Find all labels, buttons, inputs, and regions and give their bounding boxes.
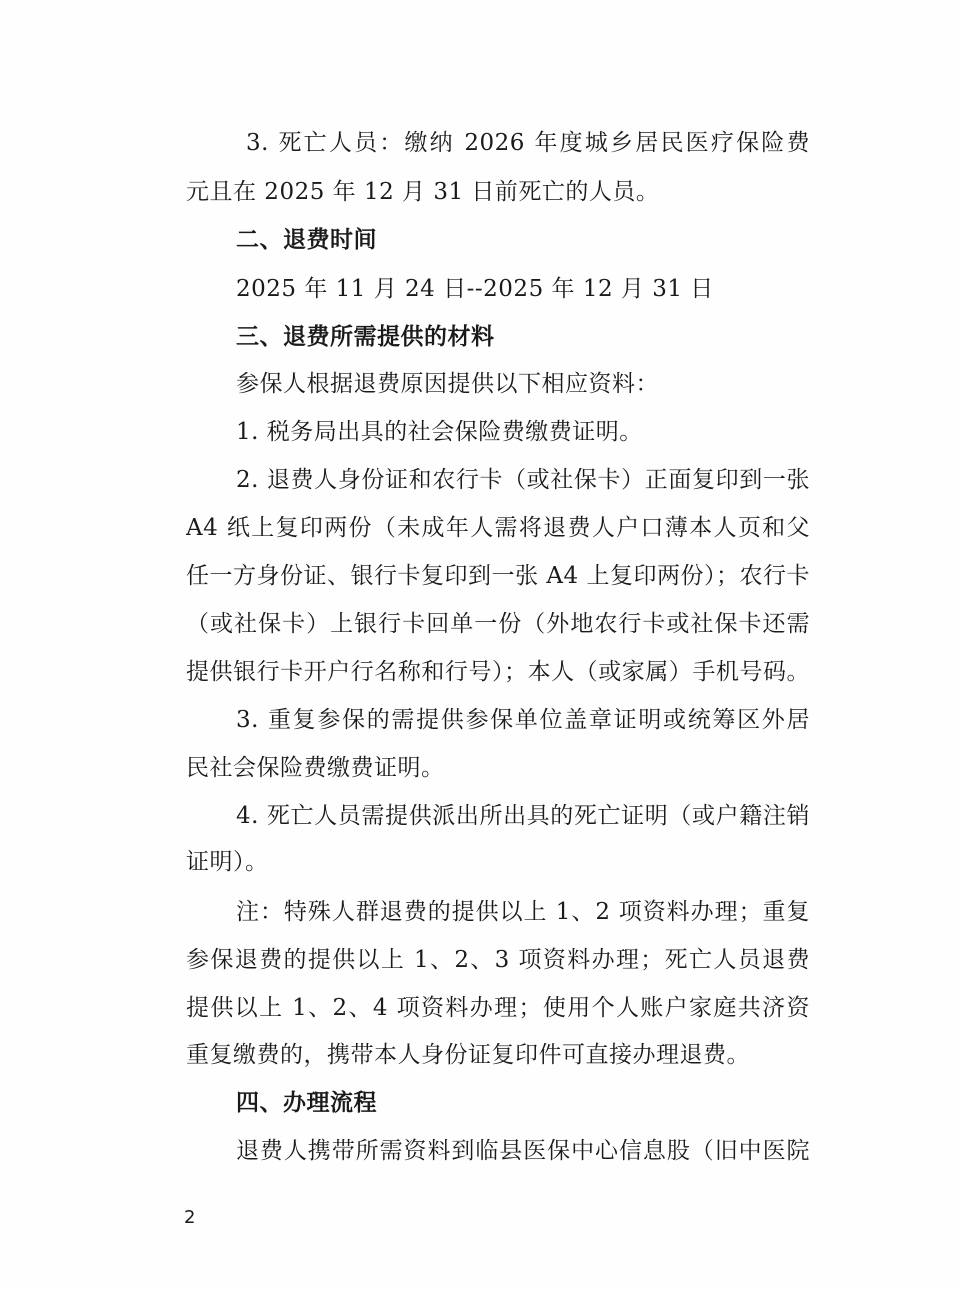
paragraph-line: 3. 死亡人员：缴纳 2026 年度城乡居民医疗保险费	[246, 130, 810, 156]
paragraph-line: 退费人携带所需资料到临县医保中心信息股（旧中医院	[236, 1138, 810, 1164]
paragraph-line: 1. 税务局出具的社会保险费缴费证明。	[236, 419, 643, 445]
paragraph-line: 参保退费的提供以上 1、2、3 项资料办理；死亡人员退费	[186, 947, 810, 973]
paragraph-line: 重复缴费的，携带本人身份证复印件可直接办理退费。	[186, 1042, 750, 1068]
section-heading: 二、退费时间	[236, 227, 377, 253]
paragraph-line: 注：特殊人群退费的提供以上 1、2 项资料办理；重复	[236, 899, 810, 925]
paragraph-line: 3. 重复参保的需提供参保单位盖章证明或统筹区外居	[236, 707, 810, 733]
paragraph-line: 证明）。	[186, 849, 269, 875]
paragraph-line: A4 纸上复印两份（未成年人需将退费人户口薄本人页和父	[186, 515, 810, 541]
paragraph-line: 2025 年 11 月 24 日--2025 年 12 月 31 日	[236, 276, 714, 302]
paragraph-line: 4. 死亡人员需提供派出所出具的死亡证明（或户籍注销	[236, 803, 810, 829]
section-heading: 四、办理流程	[236, 1090, 377, 1116]
paragraph-line: 2. 退费人身份证和农行卡（或社保卡）正面复印到一张	[236, 467, 810, 493]
paragraph-line: 元且在 2025 年 12 月 31 日前死亡的人员。	[186, 179, 660, 205]
paragraph-line: （或社保卡）上银行卡回单一份（外地农行卡或社保卡还需	[186, 611, 810, 637]
section-heading: 三、退费所需提供的材料	[236, 324, 495, 350]
paragraph-line: 民社会保险费缴费证明。	[186, 755, 445, 781]
page-number: 2	[184, 1207, 196, 1228]
paragraph-line: 提供银行卡开户行名称和行号）；本人（或家属）手机号码。	[186, 659, 810, 685]
paragraph-line: 任一方身份证、银行卡复印到一张 A4 上复印两份）；农行卡	[186, 563, 810, 589]
paragraph-line: 提供以上 1、2、4 项资料办理；使用个人账户家庭共济资	[186, 995, 810, 1021]
paragraph-line: 参保人根据退费原因提供以下相应资料：	[236, 371, 659, 397]
